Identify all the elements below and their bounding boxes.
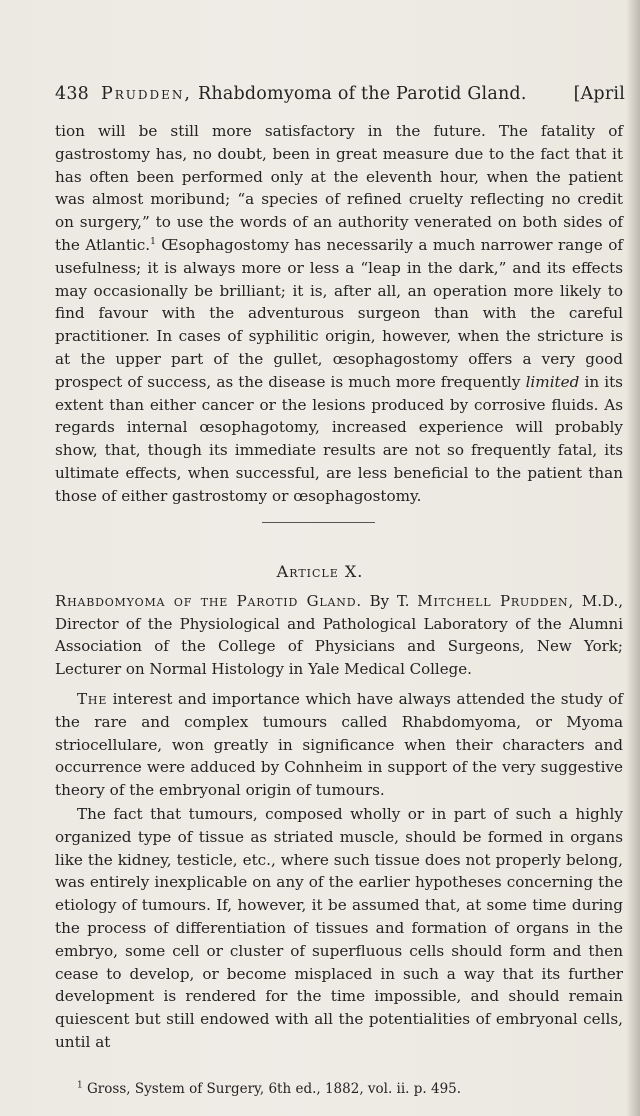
paragraph-1-text-c: in its extent than either cancer or the lesions produced by corrosive fluids. As regards internal œsophagotomy, increased experience will probably show, that, though its immediate results are not so frequently fatal, its ultimate effects, when successful, are less beneficial to the patient than those of either gastrostomy or œsophagostomy. bbox=[55, 372, 623, 505]
article-byline bbox=[55, 590, 623, 680]
footnote-text: Gross, System of Surgery, 6th ed., 1882, vol. ii. p. 495. bbox=[82, 1081, 462, 1097]
header-author: Prudden, bbox=[101, 84, 192, 104]
byline-by: By T. bbox=[361, 592, 418, 610]
article-title: Rhabdomyoma of the Parotid Gland. bbox=[55, 592, 362, 610]
paragraph-1-text-b: Œsophagostomy has necessarily a much narrower range of usefulness; it is always more or less a “leap in the dark,” and its effects may occasionally be brilliant; it is, after all, an operation more likely to find favour with the adventurous surgeon than with the careful practitioner. In cases of syphilitic origin, however, when the stricture is at the upper part of the gullet, œsophagostomy offers a very good prospect of success, as the disease is much more frequently bbox=[55, 235, 623, 391]
page-number: 438 bbox=[55, 84, 90, 104]
header-title: Rhabdomyoma of the Parotid Gland. bbox=[198, 84, 527, 104]
paragraph-1-text-a: tion will be still more satisfactory in the future. The fatality of gastrostomy has, no doubt, been in great measure due to the fact that it has often been performed only at the eleventh hour, when the patient was almost moribund; “a species of refined cruelty reflecting no credit on surgery,” to use the words of an authority venerated on both sides of the Atlantic. bbox=[55, 122, 623, 254]
page-edge-shadow bbox=[626, 0, 640, 1116]
footnote-marker: 1 bbox=[77, 1080, 83, 1091]
article-heading: Article X. bbox=[276, 562, 364, 581]
byline-author: Mitchell Prudden, bbox=[417, 592, 575, 610]
paragraph-theory: The fact that tumours, composed wholly or in part of such a highly organized type of tissue as striated muscle, should be formed in organs like the kidney, testicle, etc., where such tissue does not properly belong, was entirely inexplicable on any of the earlier hypotheses concerning the etiology of tumours. If, however, it be assumed that, at some time during the process of differentiation of tissues and formation of organs in the embryo, some cell or cluster of superfluous cells should form and then cease to develop, or become misplaced in such a way that its further development is rendered for the time impossible, and should remain quiescent but still endowed with all the potentialities of embryonal cells, until at bbox=[55, 805, 623, 1051]
header-date: [April bbox=[573, 84, 625, 104]
paragraph-2-lead: The bbox=[77, 690, 108, 708]
paragraph-continued bbox=[55, 120, 623, 508]
running-header bbox=[55, 84, 625, 110]
section-divider bbox=[262, 522, 375, 523]
emphasis-limited: limited bbox=[525, 372, 580, 391]
footnote-reference[interactable]: 1 bbox=[150, 236, 156, 247]
paragraph-2-text: interest and importance which have always attended the study of the rare and complex tumours called Rhabdomyoma, or Myoma striocellulare, won greatly in significance when their characters and occurrence were adduced by Cohnheim in support of the very suggestive theory of the embryonal origin of tumours. bbox=[55, 690, 623, 800]
paragraph-intro bbox=[55, 688, 623, 802]
byline-affiliation: M.D., Director of the Physiological and Pathological Laboratory of the Alumni Association of the College of Physicians and Surgeons, New York; Lecturer on Normal Histology in Yale Medical College. bbox=[55, 592, 623, 678]
footnote bbox=[55, 1080, 623, 1098]
